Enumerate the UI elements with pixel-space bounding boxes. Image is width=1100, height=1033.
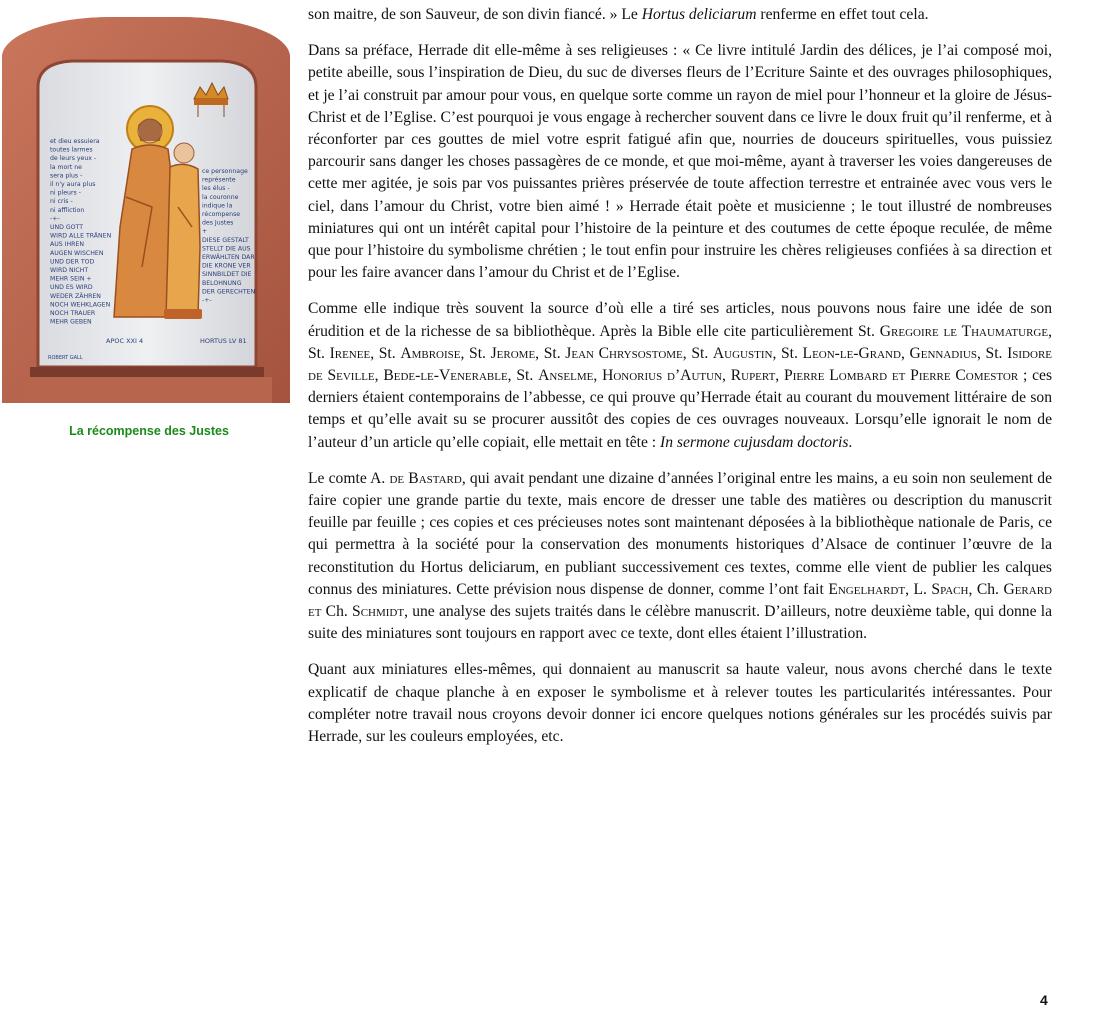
paragraph — [308, 298, 1052, 453]
inscription-right-line: récompense — [202, 211, 241, 218]
text-run: , — [722, 367, 731, 385]
text-run: renferme en effet tout cela. — [756, 6, 929, 23]
text-run: , — [374, 367, 384, 385]
inscription-right-line: ERWÄHLTEN DAR — [202, 254, 255, 261]
text-run: , L. — [905, 580, 932, 598]
inscription-left-line: NOCH TRAUER — [50, 310, 96, 317]
text-run: Comme elle indique très souvent la source d’où elle a tiré ses articles, nous pouvons nous faire une idée de son érudition et de la richesse de sa bibliothèque. Après la Bible elle cite particulièrement St. — [308, 300, 1052, 340]
inscription-left-line: ni cris - — [50, 198, 73, 206]
author-name: Jerome — [490, 344, 536, 362]
apoc-reference: APOC XXI 4 — [106, 337, 144, 345]
text-run: , St. — [535, 344, 566, 362]
text-run: , St. — [507, 367, 539, 385]
inscription-right-line: les élus - — [202, 185, 230, 193]
inscription-right-line: BELOHNUNG — [202, 279, 242, 287]
text-run: , St. — [976, 344, 1008, 362]
inscription-left-line: toutes larmes — [50, 146, 93, 154]
inscription-left-line: UND ES WIRD — [50, 284, 93, 292]
inscription-right-line: la couronne — [202, 193, 239, 201]
inscription-right-line: DIESE GESTALT — [202, 236, 249, 244]
paragraph — [308, 468, 1052, 646]
inscription-left-line: sera plus - — [50, 172, 83, 180]
inscription-left-line: UND GOTT — [50, 224, 84, 231]
author-name: Engelhardt — [828, 580, 906, 598]
hortus-reference: HORTUS LV 81 — [200, 337, 247, 345]
author-name: Ambroise — [400, 344, 461, 362]
author-name: Bede-le-Venerable — [383, 367, 508, 385]
paragraph — [308, 659, 1052, 748]
paragraph — [308, 4, 1052, 26]
inscription-left-line: de leurs yeux - — [50, 155, 97, 163]
inscription-left-line: il n'y aura plus — [50, 181, 96, 188]
inscription-left-line: et dieu essuiera — [50, 138, 100, 145]
inscription-right-line: ce personnage — [202, 168, 248, 175]
text-run: son maitre, de son Sauveur, de son divin fiancé. » Le — [308, 6, 642, 23]
inscription-left-line: NOCH WEHKLAGEN — [50, 301, 111, 309]
paragraph — [308, 40, 1052, 284]
inscription-right-line: DIE KRONE VER — [202, 262, 251, 270]
text-run: , Ch. — [968, 580, 1004, 598]
text-run: , — [775, 367, 785, 385]
page-number: 4 — [1040, 992, 1048, 1008]
inscription-left-line: AUS IHREN — [50, 241, 84, 249]
text-run: , St. — [370, 344, 401, 362]
author-name: Isidore de Seville — [308, 344, 1052, 385]
text-run: , — [900, 344, 910, 362]
text-run: , St. — [682, 344, 713, 362]
text-run: Ch. — [321, 603, 353, 621]
inscription-right-line: STELLT DIE AUS — [202, 245, 251, 253]
inscription-left-line: ni pleurs - — [50, 189, 81, 197]
text-run: ; ces derniers étaient contemporains de l’abbesse, ce qui prouve qu’Herrade était au courant du mouvement littéraire de son temps et qu’elle avait su se procurer aussitôt des copies de ces ouvrages nouveaux. Lorsqu’elle ignorait le nom de l’auteur d’un article qu’elle copiait, elle mettait en tête : — [308, 367, 1053, 451]
figure-caption: La récompense des Justes — [69, 424, 229, 438]
author-name: Gregoire le Thaumaturge — [879, 322, 1049, 340]
inscription-right-line: indique la — [202, 202, 233, 210]
inscription-right-line: SINNBILDET DIE — [202, 271, 252, 279]
inscription-left-line: MEHR SEIN + — [50, 275, 92, 283]
text-run: , — [593, 367, 603, 385]
inscription-left-line: WIRD NICHT — [50, 267, 89, 274]
author-name: Jean Chrysostome — [565, 344, 683, 362]
text-run: , St. — [772, 344, 803, 362]
text-run: Le comte A. — [308, 469, 390, 487]
author-name: de Bastard — [389, 469, 462, 487]
text-run: Dans sa préface, Herrade dit elle-même à ses religieuses : « Ce livre intitulé Jardin des délices, je l’ai composé moi, petite abeille, sous l’inspiration de Dieu, du suc de diverses fleurs de l’Ecriture Sainte et des ouvrages philosophiques, et je l’ai construit par amour pour vous, en quelque sorte comme un rayon de miel pour l’honneur et la gloire de Jésus-Christ et de l’Eglise. C’est pourquoi je vous engage à rechercher souvent dans ce livre le doux fruit qu’il renferme, et à réconforter par ces gouttes de miel votre esprit fatigué afin que, nourries de douceurs spirituelles, vous puissiez parcourir sans danger les choses passagères de ce monde, et que moi-même, ayant à traverser les voies dangereuses de cette mer agitée, je sois par vos puissantes prières préservée de toute affection terrestre et entrainée avec vous vers le ciel, dans l’amour du Christ, votre bien aimé ! » Herrade était poète et musicienne ; le tout illustré de nombreuses miniatures qui ont un intérêt capital pour l’histoire de la peinture et des coutumes de cette époque reculée, de même que pour l’histoire du symbolisme chrétien ; le tout enfin pour instruire les chères religieuses confiées à sa direction et pour les faire avancer dans l’amour du Christ et de l’Eglise. — [308, 42, 1052, 282]
text-run: , qui avait pendant une dizaine d’années l’original entre les mains, a eu soin non seulement de faire copier une grande partie du texte, mais encore de dresser une table des matières ou description du manuscrit feuille par feuille ; ces copies et ces précieuses notes sont maintenant déposées à la bibliothèque nationale de Paris, ce qui permettra à la société pour la conservation des monuments historiques d’Alsace de continuer l’œuvre de la reconstitution du Hortus deliciarum, en publiant successivement ces textes, comme elle vient de publier les calques connus des miniatures. Cette prévision nous dispense de donner, comme l’ont fait — [308, 469, 1052, 598]
inscription-left-line: MEHR GEBEN — [50, 318, 92, 326]
author-name: Leon-le-Grand — [802, 344, 901, 362]
stone-niche-frame — [2, 17, 290, 403]
italic-text: In sermone cujusdam doctoris — [660, 433, 849, 451]
inscription-right-line: + — [202, 228, 208, 236]
inscription-left-line: WEDER ZÄHREN — [50, 292, 101, 300]
text-run: , une analyse des sujets traités dans le célèbre manuscrit. D’ailleurs, notre deuxième table, qui donne la suite des miniatures sont toujours en rapport avec ce texte, dont elles étaient l’illustration. — [308, 603, 1052, 643]
italic-text: Hortus deliciarum — [641, 6, 757, 23]
text-run: , St. — [460, 344, 491, 362]
inscription-right-line: des Justes — [202, 219, 234, 227]
inscription-left-line: UND DER TOD — [50, 258, 95, 266]
text-run: , St. — [308, 322, 1053, 362]
inscription-left-line: -+- — [50, 215, 60, 223]
author-name: Gennadius — [909, 344, 977, 362]
mural-painting — [2, 17, 290, 403]
author-name: Gerard et — [308, 580, 1052, 621]
mural-figure — [2, 17, 290, 403]
author-name: Pierre Lombard et Pierre Comestor — [784, 367, 1019, 385]
inscription-left-line: ni affliction — [50, 206, 85, 214]
inscription-left-line: AUGEN WISCHEN — [50, 249, 104, 257]
inscription-left-line: la mort ne — [50, 163, 82, 171]
author-name: Irenee — [329, 344, 371, 362]
author-name: Anselme — [538, 367, 594, 385]
inscription-right-line: représente — [202, 176, 236, 184]
author-name: Schmidt — [352, 603, 405, 621]
inscription-right-line: DER GERECHTEN — [202, 288, 256, 296]
text-run: Quant aux miniatures elles-mêmes, qui donnaient au manuscrit sa haute valeur, nous avons cherché dans le texte explicatif de chaque planche à en exposer le symbolisme et à relever toutes les particularités intéressantes. Pour compléter notre travail nous croyons devoir donner ici encore quelques notions générales sur les procédés suivis par Herrade, sur les couleurs employées, etc. — [308, 661, 1052, 746]
inscription-left-line: WIRD ALLE TRÄNEN — [50, 232, 112, 240]
text-run: . — [848, 433, 853, 451]
author-name: Rupert — [730, 367, 776, 385]
author-name: Honorius d’Autun — [602, 367, 722, 385]
inscription-right-line: -+- — [202, 297, 212, 304]
author-name: Spach — [931, 580, 969, 598]
artist-signature: ROBERT GALL — [48, 355, 83, 361]
author-name: Augustin — [712, 344, 773, 362]
body-text — [308, 4, 1052, 762]
